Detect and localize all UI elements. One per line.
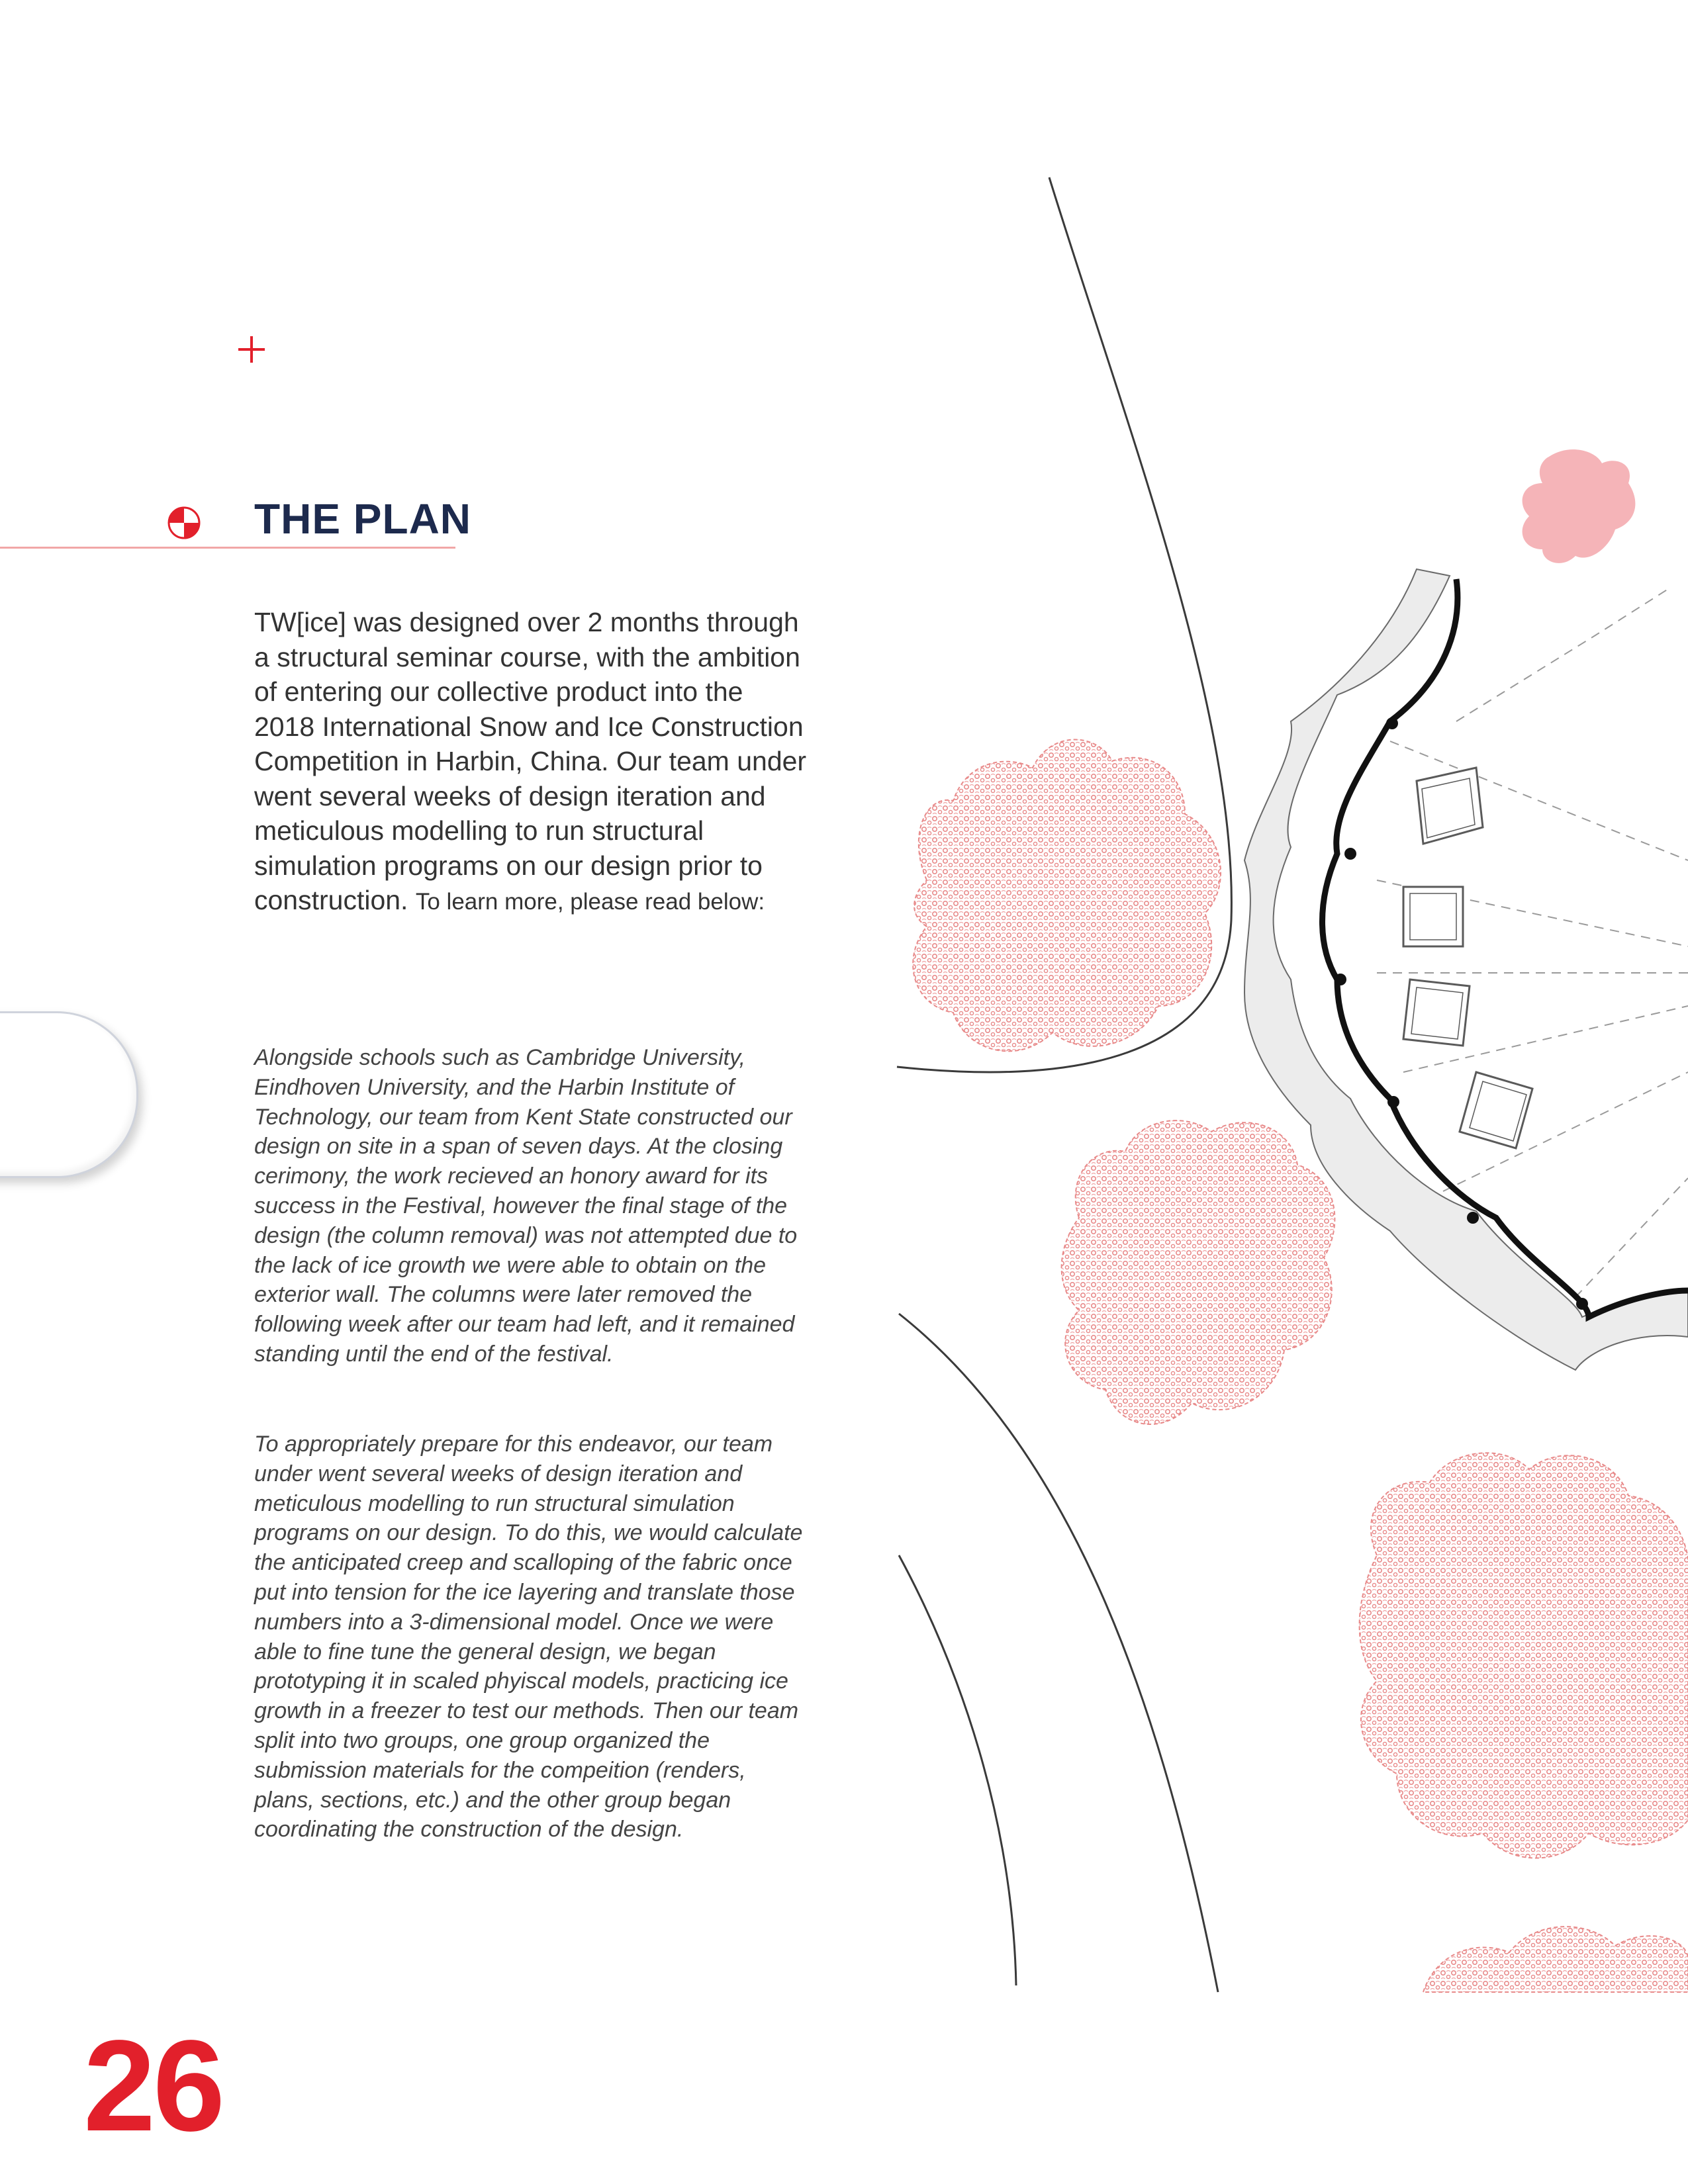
intro-read-more-text: To learn more, please read below:	[415, 889, 765, 915]
tree-canopy-1	[913, 740, 1221, 1052]
body-paragraph-1: Alongside schools such as Cambridge University, Eindhoven University, and the Harbin Institute of Technology, our team from Kent State constructed our design on site in a span of seven days. At the closing cerimony, the work recieved an honory award for its success in the Festival, however the final stage of the design (the column removal) was not attempted due to the lack of ice growth we were able to obtain on the exterior wall. The columns were later removed the following week after our team had left, and it remained standing until the end of the festival.	[254, 1045, 798, 1367]
heading-divider	[0, 547, 455, 549]
pink-figure	[1523, 449, 1636, 563]
page-title: THE PLAN	[254, 495, 471, 543]
tree-canopy-2	[1062, 1120, 1335, 1424]
tree-canopy-3	[1360, 1453, 1688, 1858]
intro-paragraph	[254, 605, 810, 920]
ice-columns	[1403, 768, 1532, 1148]
body-paragraph-2: To appropriately prepare for this endeavor, our team under went several weeks of design iteration and meticulous modelling to run structural simulation programs on our design. To do this, we would calculate the anticipated creep and scalloping of the fabric once put into tension for the ice layering and translate those numbers into a 3-dimensional model. Once we were able to fine tune the general design, we began prototyping it in scaled phyiscal models, practicing ice growth in a freezer to test our methods. Then our team split into two groups, one group organized the submission materials for the compeition (renders, plans, sections, etc.) and the other group began coordinating the construction of the design.	[254, 1432, 803, 1843]
page-number: 26	[83, 2013, 223, 2158]
quartered-circle-icon	[167, 506, 201, 540]
tree-canopy-4	[1423, 1927, 1688, 1992]
intro-main-text: TW[ice] was designed over 2 months through a structural seminar course, with the ambition of entering our collective product into the 2018 International Snow and Ice Construction Competition in Harbin, China. Our team under went several weeks of design iteration and meticulous modelling to run structural simulation programs on our design prior to construction.	[254, 607, 807, 915]
crosshair-plus-icon	[237, 335, 266, 364]
path-curve-lower	[899, 1555, 1016, 1985]
